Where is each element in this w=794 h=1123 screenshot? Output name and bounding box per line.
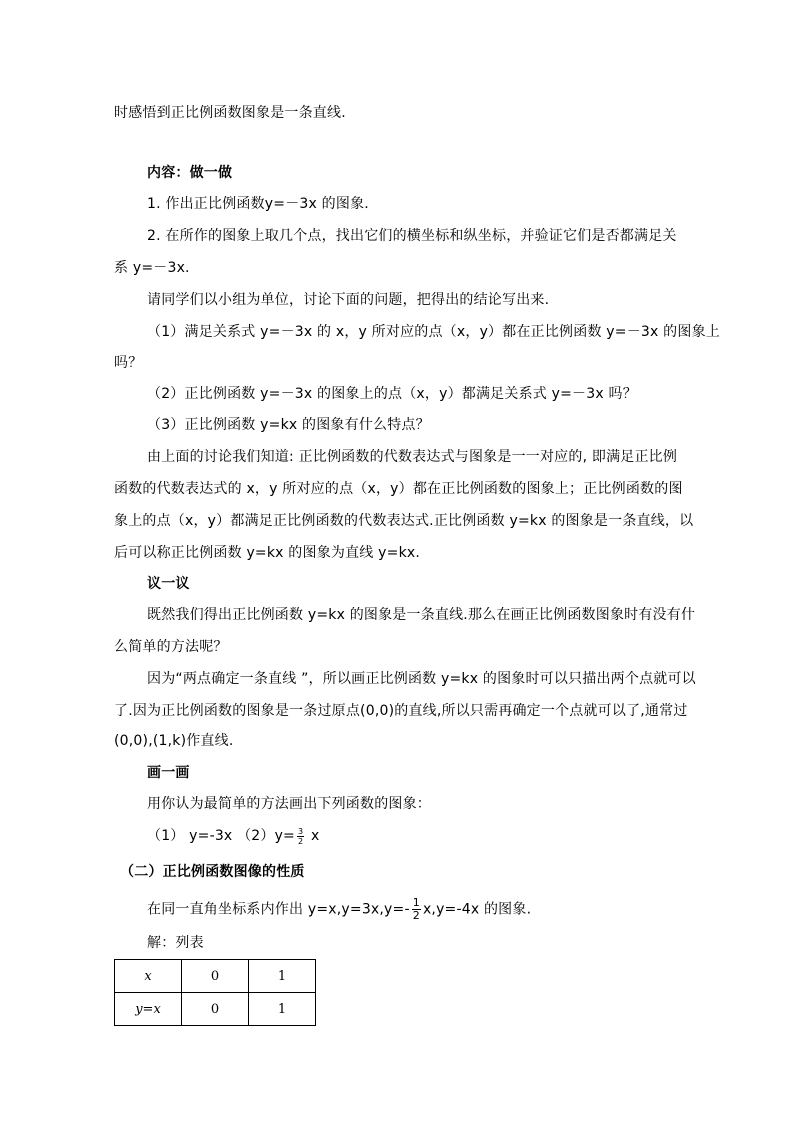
text-line-1: 时感悟到正比例函数图象是一条直线. [114, 105, 346, 121]
table-cell: 1 [249, 993, 316, 1026]
question-1-line-1: （1）满足关系式 y=－3x 的 x，y 所对应的点（x，y）都在正比例函数 y=－3x 的图象上 [147, 324, 720, 340]
reason-line-1: 因为“两点确定一条直线 ”，所以画正比例函数 y=kx 的图象时可以只描出两个点就可以 [147, 671, 696, 687]
conclusion-line-1: 由上面的讨论我们知道: 正比例函数的代数表达式与图象是一一对应的, 即满足正比例 [147, 449, 678, 465]
value-table [114, 959, 316, 1026]
section-heading-do: 内容：做一做 [147, 165, 233, 181]
properties-task [147, 897, 531, 922]
draw-functions [147, 826, 319, 846]
conclusion-line-3: 象上的点（x，y）都满足正比例函数的代数表达式.正比例函数 y=kx 的图象是一条直线，以 [114, 513, 694, 529]
task-2-line-2: 系 y=－3x. [114, 260, 190, 276]
section-heading-discuss: 议一议 [147, 576, 190, 592]
table-row [115, 993, 316, 1026]
fraction-denominator: 2 [412, 909, 420, 922]
table-cell: 0 [182, 993, 249, 1026]
section-heading-properties: （二）正比例函数图像的性质 [120, 864, 305, 880]
question-2: （2）正比例函数 y=－3x 的图象上的点（x，y）都满足关系式 y=－3x 吗？ [147, 386, 637, 402]
group-discussion-intro: 请同学们以小组为单位，讨论下面的问题，把得出的结论写出来. [147, 292, 550, 308]
conclusion-line-2: 函数的代数表达式的 x，y 所对应的点（x，y）都在正比例函数的图象上；正比例函数的图 [114, 481, 683, 497]
fraction-one-half [412, 897, 421, 922]
conclusion-line-4: 后可以称正比例函数 y=kx 的图象为直线 y=kx. [114, 545, 421, 561]
reason-line-2: 了.因为正比例函数的图象是一条过原点(0,0)的直线,所以只需再确定一个点就可以了,通常过 [114, 703, 688, 719]
task-2-line-1: 2. 在所作的图象上取几个点，找出它们的横坐标和纵坐标，并验证它们是否都满足关 [147, 228, 677, 244]
task-1: 1. 作出正比例函数y=－3x 的图象. [147, 196, 369, 212]
table-row [115, 960, 316, 993]
discuss-line-1: 既然我们得出正比例函数 y=kx 的图象是一条直线.那么在画正比例函数图象时有没有什 [147, 607, 696, 623]
draw-instruction: 用你认为最简单的方法画出下列函数的图象： [147, 796, 431, 812]
table-cell: 0 [182, 960, 249, 993]
discuss-line-2: 么简单的方法呢？ [114, 639, 228, 655]
question-3: （3）正比例函数 y=kx 的图象有什么特点？ [147, 417, 430, 433]
fraction-numerator: 1 [412, 896, 420, 909]
section-heading-draw: 画一画 [147, 765, 190, 781]
properties-task-suffix: x,y=-4x 的图象. [422, 901, 532, 918]
draw-functions-suffix: x [306, 828, 320, 844]
table-cell: y=x [115, 993, 182, 1026]
draw-functions-prefix: （1） y=-3x （2）y= [147, 828, 295, 844]
fraction-three-halves [297, 827, 304, 846]
table-cell: x [115, 960, 182, 993]
table-cell: 1 [249, 960, 316, 993]
reason-line-3: (0,0),(1,k)作直线. [114, 733, 234, 749]
question-1-line-2: 吗？ [114, 355, 143, 371]
properties-task-prefix: 在同一直角坐标系内作出 y=x,y=3x,y=- [147, 901, 410, 918]
solution-label: 解：列表 [147, 935, 204, 951]
fraction-numerator: 3 [298, 826, 304, 836]
fraction-denominator: 2 [298, 836, 304, 846]
